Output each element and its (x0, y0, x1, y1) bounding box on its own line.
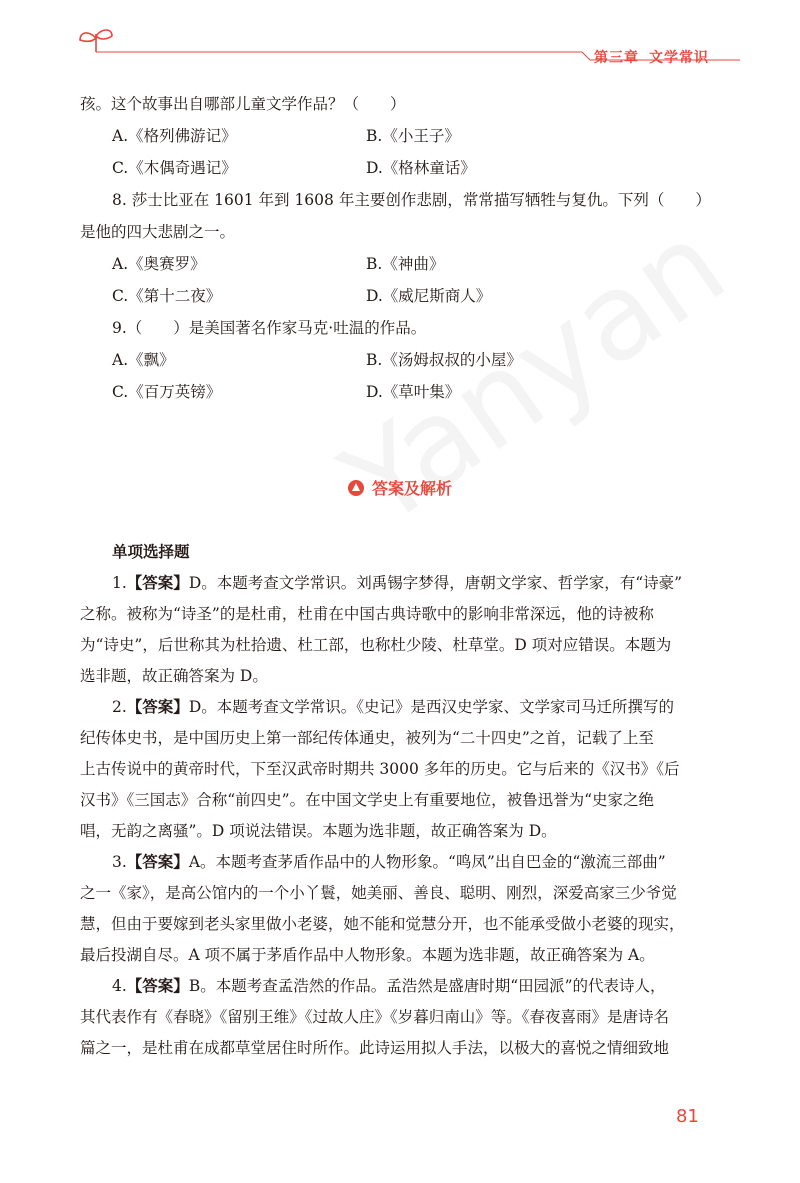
answer-line: 为“诗史”，后世称其为杜拾遗、杜工部，也称杜少陵、杜草堂。D 项对应错误。本题为 (80, 636, 672, 654)
answer-line: D。本题考查文学常识。刘禹锡字梦得，唐朝文学家、哲学家，有“诗豪” (188, 574, 683, 592)
answer-paragraph-3 (80, 847, 712, 971)
question-8-line-1: 8. 莎士比亚在 1601 年到 1608 年主要创作悲剧，常常描写牺牲与复仇。下列（ ） (112, 191, 711, 209)
question-8-line-2: 是他的四大悲剧之一。 (80, 223, 236, 241)
option: C.《木偶奇遇记》 (112, 159, 237, 177)
section-badge-icon (348, 480, 364, 496)
question-9-line-1: 9.（ ）是美国著名作家马克·吐温的作品。 (112, 319, 427, 337)
answer-paragraph-2 (80, 692, 712, 847)
chapter-number: 第三章 (594, 50, 639, 66)
answers-heading: 单项选择题 (112, 543, 190, 561)
answer-number: 2. (112, 698, 127, 716)
option: D.《格林童话》 (366, 159, 476, 177)
answer-line: 之一《家》，是高公馆内的一个小丫鬟，她美丽、善良、聪明、刚烈，深爱高家三少爷觉 (80, 884, 677, 902)
sprout-icon (80, 30, 112, 52)
option: C.《第十二夜》 (112, 287, 222, 305)
option: A.《飘》 (112, 351, 175, 369)
option: B.《神曲》 (366, 255, 445, 273)
question-8-options-row-2 (80, 280, 712, 312)
answer-line: 之称。被称为“诗圣”的是杜甫，杜甫在中国古典诗歌中的影响非常深远，他的诗被称 (80, 605, 654, 623)
answer-line: 上古传说中的黄帝时代，下至汉武帝时期共 3000 多年的历史。它与后来的《汉书》《后 (80, 760, 680, 778)
answer-paragraph-4 (80, 971, 712, 1064)
option: C.《百万英镑》 (112, 383, 222, 401)
answer-line: 唱，无韵之离骚”。D 项说法错误。本题为选非题，故正确答案为 D。 (80, 822, 557, 840)
answer-number: 3. (112, 853, 127, 871)
question-8-options-row-1 (80, 248, 712, 280)
question-7-options-row-2 (80, 152, 712, 184)
answer-tag: 【答案】 (126, 698, 189, 716)
answer-tag: 【答案】 (126, 977, 189, 995)
section-title-text: 答案及解析 (371, 479, 452, 498)
answer-number: 4. (112, 977, 127, 995)
answer-line: 篇之一，是杜甫在成都草堂居住时所作。此诗运用拟人手法，以极大的喜悦之情细致地 (80, 1039, 670, 1057)
option: A.《奥赛罗》 (112, 255, 206, 273)
answer-tag: 【答案】 (126, 853, 189, 871)
option: B.《小王子》 (366, 127, 460, 145)
question-7-options-row-1 (80, 120, 712, 152)
chapter-title: 文学常识 (649, 50, 709, 66)
questions-block (80, 88, 712, 408)
question-9-options-row-1 (80, 344, 712, 376)
answer-line: 最后投湖自尽。A 项不属于茅盾作品中人物形象。本题为选非题，故正确答案为 A。 (80, 946, 655, 964)
answer-line: A。本题考查茅盾作品中的人物形象。“鸣凤”出自巴金的“激流三部曲” (188, 853, 666, 871)
answer-line: B。本题考查孟浩然的作品。孟浩然是盛唐时期“田园派”的代表诗人， (188, 977, 666, 995)
answer-line: 纪传体史书，是中国历史上第一部纪传体通史，被列为“二十四史”之首，记载了上至 (80, 729, 654, 747)
answer-tag: 【答案】 (126, 574, 189, 592)
question-7-tail: 孩。这个故事出自哪部儿童文学作品？（ ） (80, 95, 406, 113)
answer-line: D。本题考查文学常识。《史记》是西汉史学家、文学家司马迁所撰写的 (188, 698, 674, 716)
section-heading (0, 476, 800, 499)
page-header (0, 0, 800, 80)
answer-paragraph-1 (80, 568, 712, 692)
option: D.《草叶集》 (366, 383, 461, 401)
chapter-label (594, 47, 709, 67)
header-decoration (0, 0, 800, 80)
page-number: 81 (676, 1106, 699, 1127)
option: B.《汤姆叔叔的小屋》 (366, 351, 522, 369)
answer-number: 1. (112, 574, 127, 592)
answer-line: 汉书》《三国志》合称“前四史”。在中国文学史上有重要地位，被鲁迅誉为“史家之绝 (80, 791, 655, 809)
option: A.《格列佛游记》 (112, 127, 237, 145)
answers-block (80, 536, 712, 1064)
answer-line: 慧，但由于要嫁到老头家里做小老婆，她不能和觉慧分开，也不能承受做小老婆的现实， (80, 915, 685, 933)
option: D.《威尼斯商人》 (366, 287, 492, 305)
answer-line: 选非题，故正确答案为 D。 (80, 667, 268, 685)
answer-line: 其代表作有《春晓》《留别王维》《过故人庄》《岁暮归南山》等。《春夜喜雨》是唐诗名 (80, 1008, 670, 1026)
question-9-options-row-2 (80, 376, 712, 408)
